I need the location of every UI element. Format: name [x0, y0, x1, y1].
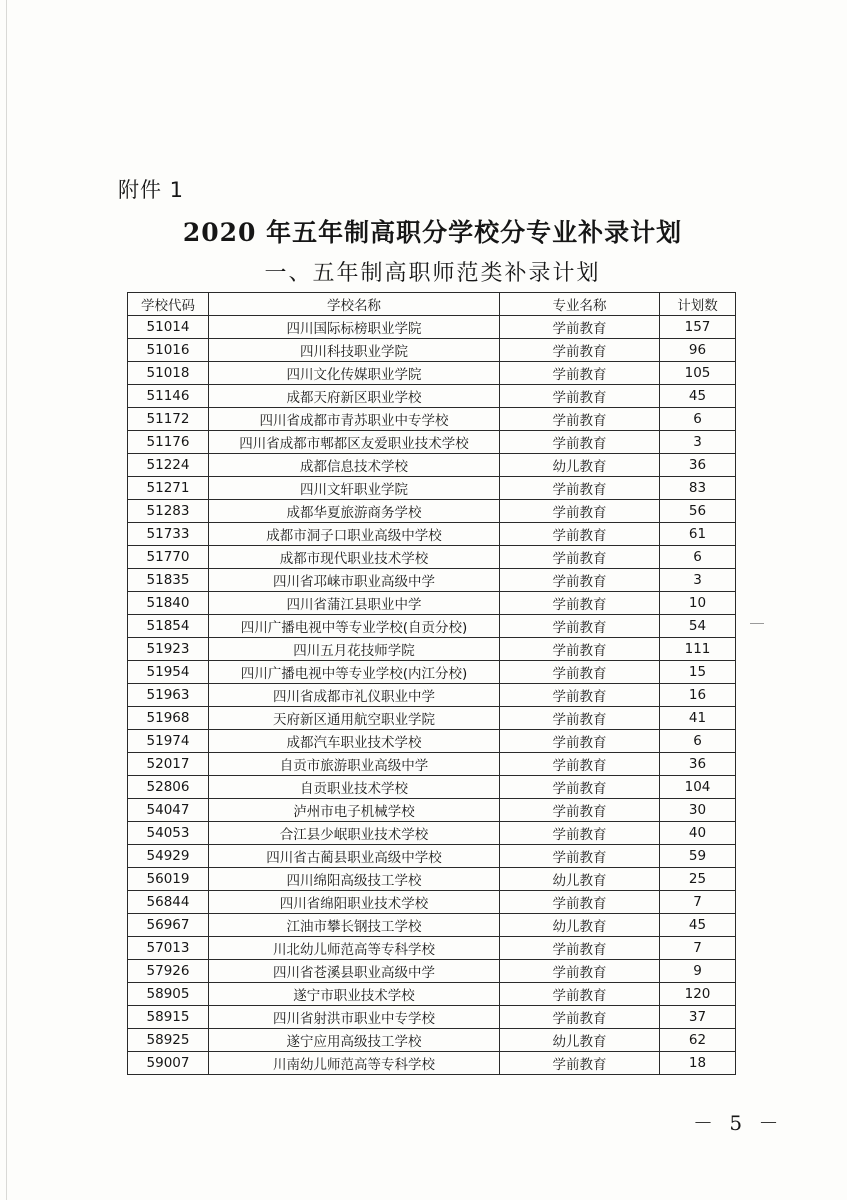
cell-school-name: 川北幼儿师范高等专科学校 — [209, 937, 500, 960]
cell-major-name: 学前教育 — [500, 523, 660, 546]
cell-school-name: 四川文化传媒职业学院 — [209, 362, 500, 385]
table-row — [128, 845, 736, 868]
cell-plan-count: 25 — [660, 868, 736, 891]
cell-major-name: 学前教育 — [500, 661, 660, 684]
cell-major-name: 幼儿教育 — [500, 914, 660, 937]
table-row — [128, 362, 736, 385]
cell-plan-count: 6 — [660, 408, 736, 431]
cell-major-name: 学前教育 — [500, 960, 660, 983]
cell-school-code: 51968 — [128, 707, 209, 730]
cell-plan-count: 83 — [660, 477, 736, 500]
cell-plan-count: 40 — [660, 822, 736, 845]
cell-school-code: 54053 — [128, 822, 209, 845]
cell-school-name: 四川省成都市礼仪职业中学 — [209, 684, 500, 707]
cell-school-code: 51283 — [128, 500, 209, 523]
cell-school-name: 四川省古蔺县职业高级中学校 — [209, 845, 500, 868]
table-row — [128, 500, 736, 523]
table-row — [128, 523, 736, 546]
cell-major-name: 学前教育 — [500, 477, 660, 500]
table-row — [128, 339, 736, 362]
cell-school-code: 58925 — [128, 1029, 209, 1052]
cell-school-name: 四川省蒲江县职业中学 — [209, 592, 500, 615]
cell-major-name: 幼儿教育 — [500, 868, 660, 891]
cell-school-name: 江油市攀长钢技工学校 — [209, 914, 500, 937]
table-row — [128, 1052, 736, 1075]
table-row — [128, 477, 736, 500]
table-row — [128, 753, 736, 776]
cell-school-name: 合江县少岷职业技术学校 — [209, 822, 500, 845]
header-plan-count: 计划数 — [660, 293, 736, 316]
cell-major-name: 学前教育 — [500, 891, 660, 914]
cell-plan-count: 54 — [660, 615, 736, 638]
cell-plan-count: 45 — [660, 385, 736, 408]
cell-major-name: 学前教育 — [500, 822, 660, 845]
scan-mark — [750, 623, 764, 624]
table-row — [128, 868, 736, 891]
table-row — [128, 454, 736, 477]
cell-school-name: 四川广播电视中等专业学校(内江分校) — [209, 661, 500, 684]
cell-school-name: 四川省邛崃市职业高级中学 — [209, 569, 500, 592]
cell-school-code: 51963 — [128, 684, 209, 707]
cell-school-code: 51172 — [128, 408, 209, 431]
table-row — [128, 776, 736, 799]
table-row — [128, 569, 736, 592]
cell-plan-count: 16 — [660, 684, 736, 707]
table-row — [128, 707, 736, 730]
cell-major-name: 学前教育 — [500, 385, 660, 408]
table-row — [128, 983, 736, 1006]
cell-school-name: 四川绵阳高级技工学校 — [209, 868, 500, 891]
cell-school-name: 成都市现代职业技术学校 — [209, 546, 500, 569]
cell-major-name: 学前教育 — [500, 408, 660, 431]
cell-major-name: 学前教育 — [500, 776, 660, 799]
cell-plan-count: 56 — [660, 500, 736, 523]
cell-plan-count: 36 — [660, 454, 736, 477]
cell-school-code: 54047 — [128, 799, 209, 822]
cell-major-name: 学前教育 — [500, 339, 660, 362]
header-school-code: 学校代码 — [128, 293, 209, 316]
cell-major-name: 学前教育 — [500, 615, 660, 638]
cell-plan-count: 96 — [660, 339, 736, 362]
cell-plan-count: 61 — [660, 523, 736, 546]
cell-school-name: 自贡职业技术学校 — [209, 776, 500, 799]
cell-plan-count: 45 — [660, 914, 736, 937]
cell-plan-count: 105 — [660, 362, 736, 385]
cell-major-name: 学前教育 — [500, 937, 660, 960]
cell-school-code: 56967 — [128, 914, 209, 937]
table-row — [128, 960, 736, 983]
table-row — [128, 385, 736, 408]
table-row — [128, 615, 736, 638]
cell-plan-count: 3 — [660, 431, 736, 454]
cell-school-name: 四川省苍溪县职业高级中学 — [209, 960, 500, 983]
cell-school-code: 59007 — [128, 1052, 209, 1075]
cell-school-name: 四川科技职业学院 — [209, 339, 500, 362]
table-row — [128, 431, 736, 454]
cell-school-code: 58915 — [128, 1006, 209, 1029]
cell-school-name: 成都天府新区职业学校 — [209, 385, 500, 408]
cell-plan-count: 30 — [660, 799, 736, 822]
cell-school-code: 51018 — [128, 362, 209, 385]
cell-school-code: 56844 — [128, 891, 209, 914]
scan-edge-line — [6, 0, 7, 1200]
cell-school-code: 52806 — [128, 776, 209, 799]
cell-school-name: 川南幼儿师范高等专科学校 — [209, 1052, 500, 1075]
table-row — [128, 592, 736, 615]
cell-school-name: 成都信息技术学校 — [209, 454, 500, 477]
cell-school-name: 成都汽车职业技术学校 — [209, 730, 500, 753]
cell-plan-count: 37 — [660, 1006, 736, 1029]
cell-school-name: 四川国际标榜职业学院 — [209, 316, 500, 339]
cell-plan-count: 9 — [660, 960, 736, 983]
cell-major-name: 学前教育 — [500, 845, 660, 868]
cell-school-code: 51224 — [128, 454, 209, 477]
cell-plan-count: 111 — [660, 638, 736, 661]
cell-school-name: 四川省成都市郫都区友爱职业技术学校 — [209, 431, 500, 454]
cell-school-code: 51176 — [128, 431, 209, 454]
cell-major-name: 幼儿教育 — [500, 454, 660, 477]
cell-school-name: 泸州市电子机械学校 — [209, 799, 500, 822]
table-row — [128, 799, 736, 822]
cell-plan-count: 41 — [660, 707, 736, 730]
cell-plan-count: 18 — [660, 1052, 736, 1075]
table-header-row — [128, 293, 736, 316]
cell-major-name: 学前教育 — [500, 569, 660, 592]
document-title: 2020 年五年制高职分学校分专业补录计划 — [182, 218, 683, 247]
cell-major-name: 学前教育 — [500, 1006, 660, 1029]
cell-major-name: 学前教育 — [500, 1052, 660, 1075]
cell-school-code: 57013 — [128, 937, 209, 960]
cell-school-name: 成都华夏旅游商务学校 — [209, 500, 500, 523]
table-row — [128, 408, 736, 431]
cell-school-name: 自贡市旅游职业高级中学 — [209, 753, 500, 776]
cell-plan-count: 15 — [660, 661, 736, 684]
cell-plan-count: 157 — [660, 316, 736, 339]
table-row — [128, 546, 736, 569]
cell-school-name: 四川广播电视中等专业学校(自贡分校) — [209, 615, 500, 638]
table-body — [128, 316, 736, 1075]
cell-school-code: 51923 — [128, 638, 209, 661]
cell-school-code: 51014 — [128, 316, 209, 339]
cell-school-name: 遂宁应用高级技工学校 — [209, 1029, 500, 1052]
cell-plan-count: 62 — [660, 1029, 736, 1052]
table-row — [128, 661, 736, 684]
attachment-label: 附件 1 — [118, 178, 185, 202]
cell-plan-count: 7 — [660, 891, 736, 914]
cell-major-name: 学前教育 — [500, 983, 660, 1006]
cell-major-name: 学前教育 — [500, 546, 660, 569]
table-row — [128, 684, 736, 707]
cell-school-code: 52017 — [128, 753, 209, 776]
cell-major-name: 学前教育 — [500, 799, 660, 822]
cell-school-code: 51954 — [128, 661, 209, 684]
cell-school-name: 遂宁市职业技术学校 — [209, 983, 500, 1006]
cell-school-code: 51854 — [128, 615, 209, 638]
cell-school-name: 四川五月花技师学院 — [209, 638, 500, 661]
section-subtitle: 一、五年制高职师范类补录计划 — [264, 261, 601, 286]
cell-major-name: 学前教育 — [500, 684, 660, 707]
cell-plan-count: 6 — [660, 730, 736, 753]
cell-school-name: 四川省射洪市职业中专学校 — [209, 1006, 500, 1029]
table-row — [128, 1006, 736, 1029]
cell-school-name: 成都市洞子口职业高级中学校 — [209, 523, 500, 546]
cell-school-code: 58905 — [128, 983, 209, 1006]
cell-plan-count: 36 — [660, 753, 736, 776]
cell-major-name: 学前教育 — [500, 362, 660, 385]
cell-school-name: 四川文轩职业学院 — [209, 477, 500, 500]
cell-major-name: 学前教育 — [500, 730, 660, 753]
cell-school-code: 51146 — [128, 385, 209, 408]
cell-plan-count: 59 — [660, 845, 736, 868]
header-major-name: 专业名称 — [500, 293, 660, 316]
table-row — [128, 730, 736, 753]
cell-major-name: 学前教育 — [500, 431, 660, 454]
cell-major-name: 学前教育 — [500, 707, 660, 730]
cell-major-name: 幼儿教育 — [500, 1029, 660, 1052]
cell-school-code: 51271 — [128, 477, 209, 500]
cell-school-code: 57926 — [128, 960, 209, 983]
cell-school-code: 51840 — [128, 592, 209, 615]
cell-school-code: 51835 — [128, 569, 209, 592]
cell-plan-count: 7 — [660, 937, 736, 960]
cell-major-name: 学前教育 — [500, 592, 660, 615]
page-number: － 5 － — [693, 1111, 784, 1135]
plan-table — [127, 292, 736, 1075]
cell-major-name: 学前教育 — [500, 316, 660, 339]
cell-plan-count: 104 — [660, 776, 736, 799]
cell-school-code: 51016 — [128, 339, 209, 362]
cell-major-name: 学前教育 — [500, 638, 660, 661]
cell-plan-count: 3 — [660, 569, 736, 592]
cell-school-code: 56019 — [128, 868, 209, 891]
cell-school-name: 天府新区通用航空职业学院 — [209, 707, 500, 730]
cell-plan-count: 120 — [660, 983, 736, 1006]
cell-school-code: 51770 — [128, 546, 209, 569]
cell-school-name: 四川省绵阳职业技术学校 — [209, 891, 500, 914]
table-row — [128, 822, 736, 845]
table-row — [128, 638, 736, 661]
table-row — [128, 1029, 736, 1052]
table-row — [128, 891, 736, 914]
cell-major-name: 学前教育 — [500, 753, 660, 776]
table-row — [128, 914, 736, 937]
cell-plan-count: 10 — [660, 592, 736, 615]
table-row — [128, 937, 736, 960]
cell-school-name: 四川省成都市青苏职业中专学校 — [209, 408, 500, 431]
header-school-name: 学校名称 — [209, 293, 500, 316]
cell-school-code: 51733 — [128, 523, 209, 546]
cell-school-code: 51974 — [128, 730, 209, 753]
table-row — [128, 316, 736, 339]
cell-major-name: 学前教育 — [500, 500, 660, 523]
cell-school-code: 54929 — [128, 845, 209, 868]
cell-plan-count: 6 — [660, 546, 736, 569]
